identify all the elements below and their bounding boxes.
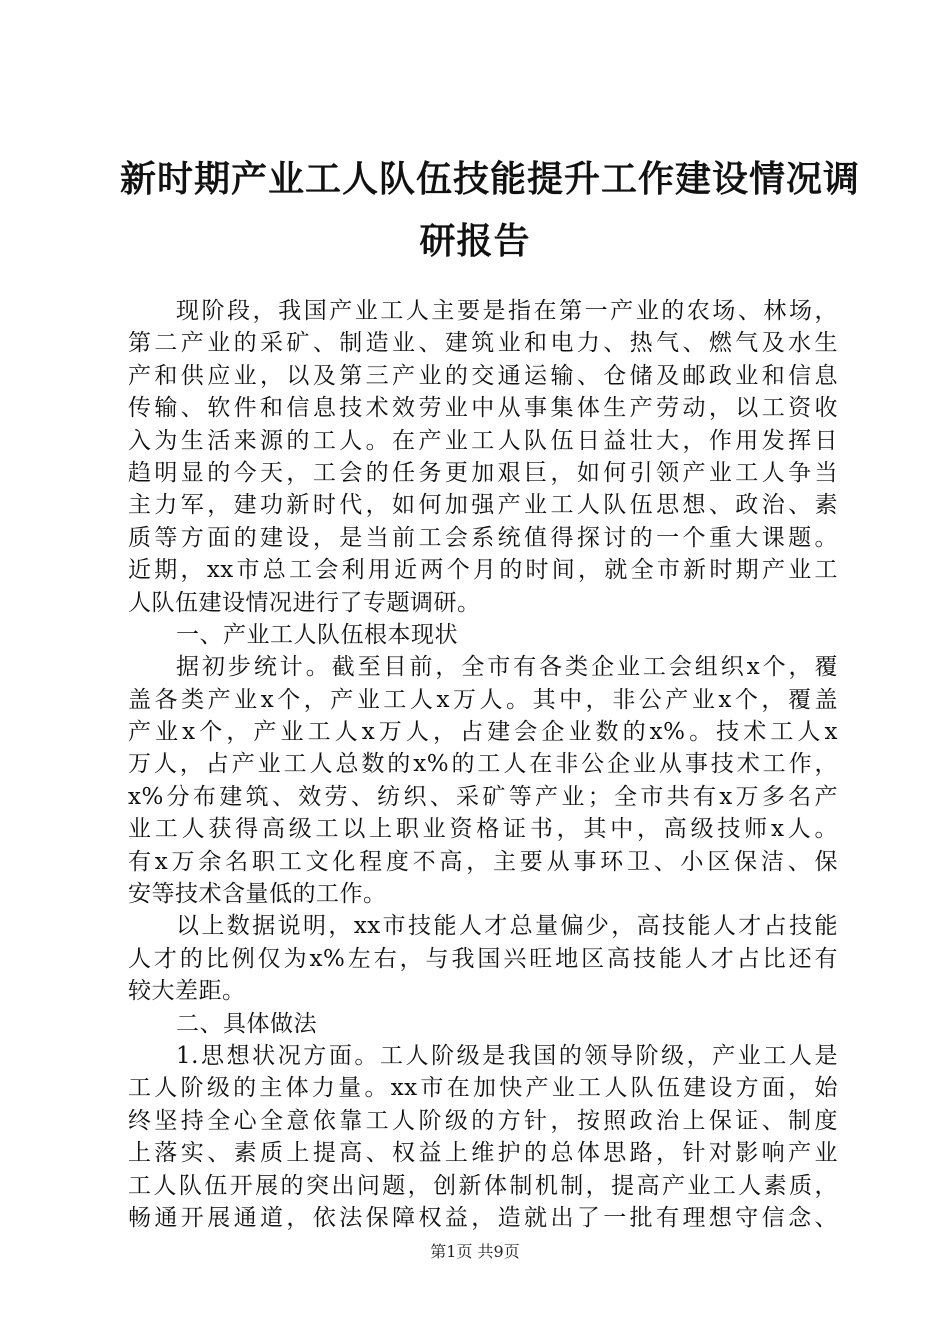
paragraph-line: x%分布建筑、效劳、纺织、采矿等产业；全市共有x万多名产 xyxy=(128,783,838,810)
paragraph-line: 趋明显的今天，工会的任务更加艰巨，如何引领产业工人争当 xyxy=(128,459,838,486)
paragraph-line: 工人队伍开展的突出问题，创新体制机制，提高产业工人素质， xyxy=(128,1172,838,1199)
section-heading: 一、产业工人队伍根本现状 xyxy=(176,621,458,648)
paragraph-line: 主力军，建功新时代，如何加强产业工人队伍思想、政治、素 xyxy=(128,492,838,519)
document-title-line-2: 研报告 xyxy=(419,221,531,262)
paragraph-line: 1.思想状况方面。工人阶级是我国的领导阶级，产业工人是 xyxy=(176,1042,838,1069)
paragraph-line: 传输、软件和信息技术效劳业中从事集体生产劳动，以工资收 xyxy=(128,395,838,422)
paragraph-line: 盖各类产业x个，产业工人x万人。其中，非公产业x个，覆盖 xyxy=(128,686,838,713)
paragraph-line: 据初步统计。截至目前，全市有各类企业工会组织x个，覆 xyxy=(176,654,838,681)
paragraph-line: 人才的比例仅为x%左右，与我国兴旺地区高技能人才占比还有 xyxy=(128,945,838,972)
paragraph-line: 人队伍建设情况进行了专题调研。 xyxy=(128,589,481,616)
paragraph-line: 畅通开展通道，依法保障权益，造就出了一批有理想守信念、 xyxy=(128,1204,838,1231)
paragraph-line: 安等技术含量低的工作。 xyxy=(128,881,387,908)
paragraph-line: 产和供应业，以及第三产业的交通运输、仓储及邮政业和信息 xyxy=(128,362,838,389)
paragraph-line: 质等方面的建设，是当前工会系统值得探讨的一个重大课题。 xyxy=(128,524,838,551)
section-heading: 二、具体做法 xyxy=(176,1010,317,1037)
paragraph-line: 较大差距。 xyxy=(128,978,246,1005)
paragraph-line: 以上数据说明，xx市技能人才总量偏少，高技能人才占技能 xyxy=(176,913,838,940)
paragraph-line: 产业x个，产业工人x万人，占建会企业数的x%。技术工人x xyxy=(128,719,838,746)
paragraph-line: 业工人获得高级工以上职业资格证书，其中，高级技师x人。 xyxy=(128,816,838,843)
paragraph-line: 有x万余名职工文化程度不高，主要从事环卫、小区保洁、保 xyxy=(128,848,838,875)
paragraph-line: 第二产业的采矿、制造业、建筑业和电力、热气、燃气及水生 xyxy=(128,330,838,357)
document-body xyxy=(128,295,838,1234)
paragraph-line: 万人，占产业工人总数的x%的工人在非公企业从事技术工作， xyxy=(128,751,838,778)
document-title-line-1: 新时期产业工人队伍技能提升工作建设情况调 xyxy=(120,159,861,200)
paragraph-line: 上落实、素质上提高、权益上维护的总体思路，针对影响产业 xyxy=(128,1140,838,1167)
paragraph-line: 现阶段，我国产业工人主要是指在第一产业的农场、林场， xyxy=(176,298,838,324)
paragraph-line: 近期，xx市总工会利用近两个月的时间，就全市新时期产业工 xyxy=(128,557,838,584)
paragraph-line: 终坚持全心全意依靠工人阶级的方针，按照政治上保证、制度 xyxy=(128,1107,838,1134)
page-number-footer: 第1页 共9页 xyxy=(430,1242,520,1261)
paragraph-line: 工人阶级的主体力量。xx市在加快产业工人队伍建设方面，始 xyxy=(128,1075,838,1102)
paragraph-line: 入为生活来源的工人。在产业工人队伍日益壮大，作用发挥日 xyxy=(128,427,838,454)
